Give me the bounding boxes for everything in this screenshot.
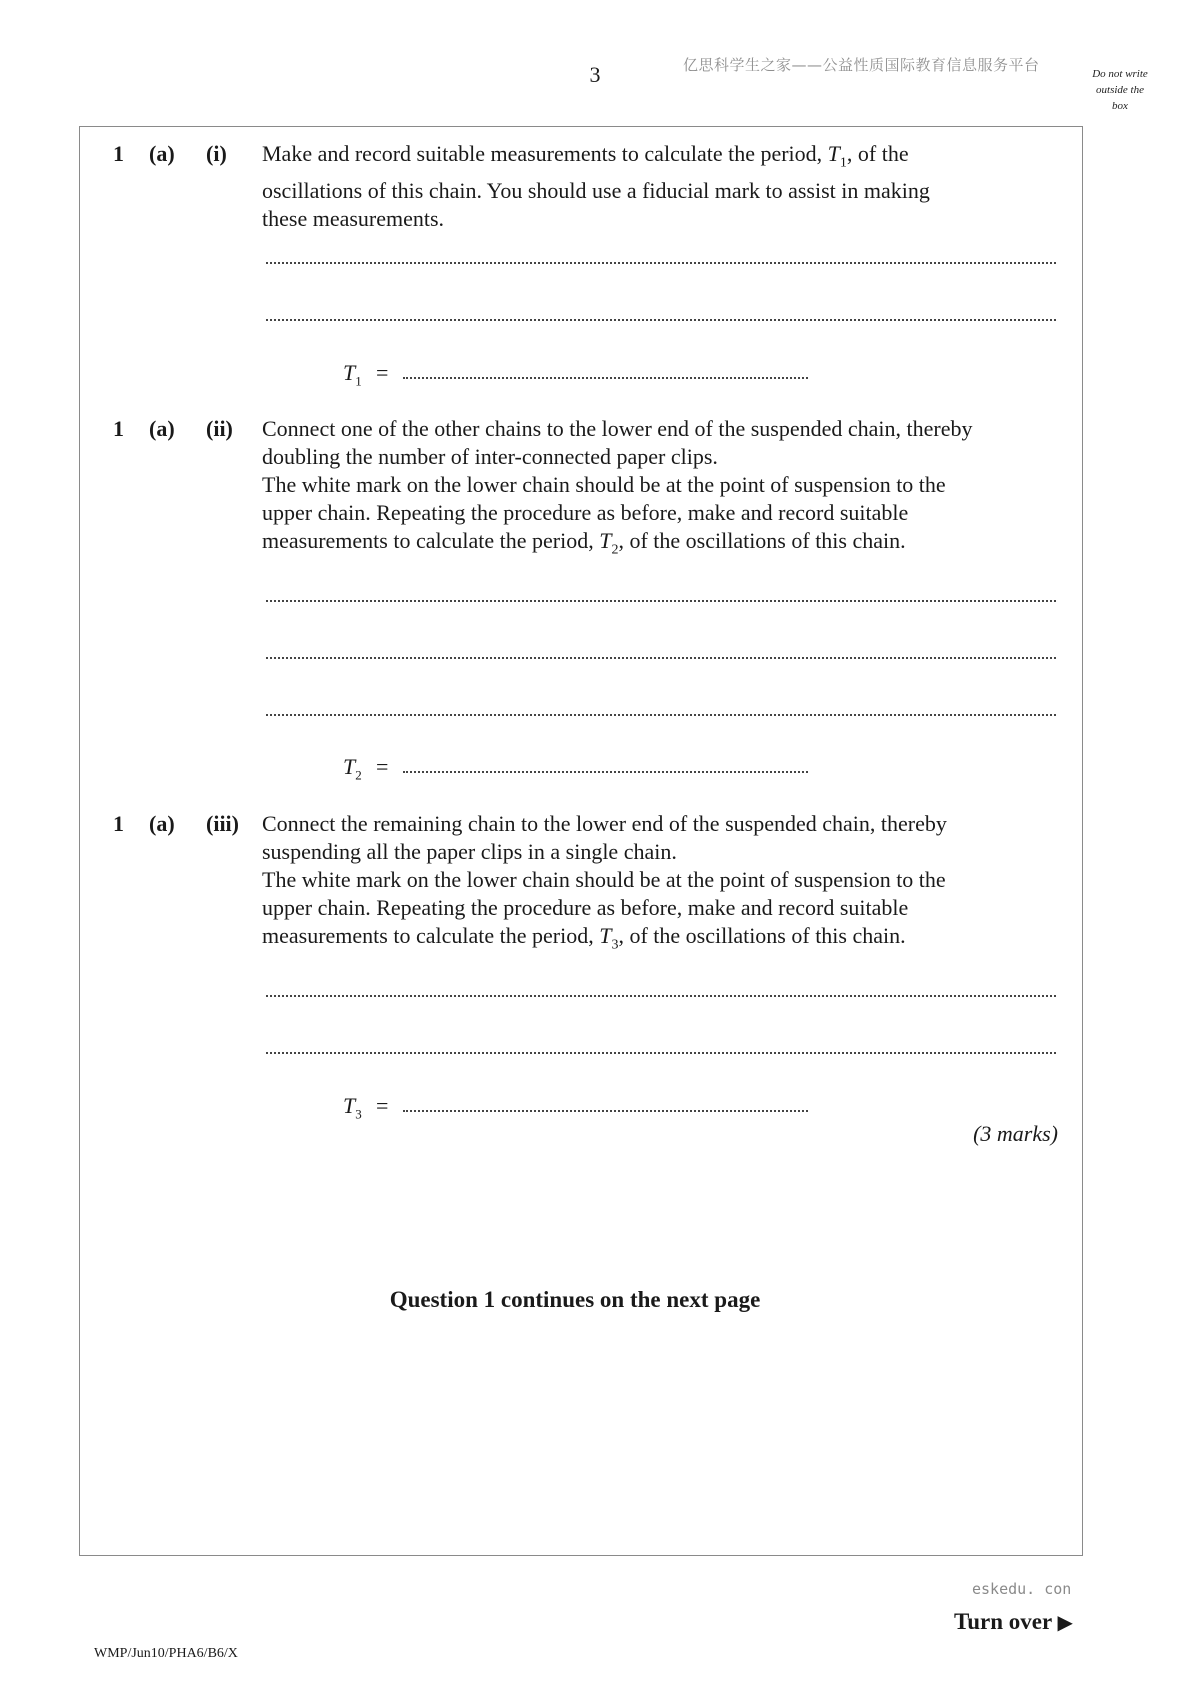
answer-line[interactable]	[266, 995, 1056, 997]
turn-over	[954, 1609, 1073, 1635]
turn-over-label: Turn over	[954, 1609, 1052, 1634]
margin-note	[1080, 66, 1160, 114]
question-part: (a)	[149, 141, 175, 166]
question-subpart: (iii)	[206, 811, 239, 836]
result-answer-line[interactable]	[403, 377, 808, 379]
answer-line[interactable]	[266, 319, 1056, 321]
answer-line[interactable]	[266, 1052, 1056, 1054]
result-label: $T_3$	[343, 1093, 362, 1122]
question-text-line: suspending all the paper clips in a single chain.	[262, 839, 677, 864]
marks-label: (3 marks)	[973, 1121, 1058, 1146]
question-subpart: (ii)	[206, 416, 233, 441]
question-text-line: these measurements.	[262, 206, 445, 232]
question-text	[262, 810, 1062, 959]
equals-sign: =	[376, 360, 389, 385]
result-answer-line[interactable]	[403, 1110, 808, 1112]
question-text-line: doubling the number of inter-connected paper clips.	[262, 444, 718, 469]
question-number: 1	[113, 416, 124, 441]
question-text-line: upper chain. Repeating the procedure as before, make and record suitable	[262, 500, 909, 525]
question-text-line: measurements to calculate the period, $T_3$, of the oscillations of this chain.	[262, 923, 906, 953]
margin-note-line: Do not write	[1092, 68, 1148, 80]
result-label: $T_2$	[343, 754, 362, 783]
play-arrow-icon: ▶	[1057, 1612, 1073, 1634]
answer-line[interactable]	[266, 657, 1056, 659]
question-text-line: Connect one of the other chains to the lower end of the suspended chain, thereby	[262, 416, 973, 441]
question-text-line: Make and record suitable measurements to calculate the period, $T_1$, of the	[262, 141, 909, 171]
page-number: 3	[589, 62, 601, 87]
paper-code: WMP/Jun10/PHA6/B6/X	[94, 1646, 238, 1661]
margin-note-line: outside the	[1096, 84, 1144, 96]
margin-note-line: box	[1112, 100, 1128, 112]
question-text	[262, 415, 1062, 564]
question-number: 1	[113, 141, 124, 166]
result-answer-line[interactable]	[403, 771, 808, 773]
continues-note: Question 1 continues on the next page	[389, 1287, 761, 1312]
result-label: $T_1$	[343, 360, 362, 389]
question-text-line: oscillations of this chain. You should use a fiducial mark to assist in making	[262, 178, 930, 204]
question-text-line: measurements to calculate the period, $T_2$, of the oscillations of this chain.	[262, 528, 906, 558]
question-text	[262, 140, 1062, 233]
watermark-top: 亿思科学生之家——公益性质国际教育信息服务平台	[683, 56, 1040, 74]
question-part: (a)	[149, 416, 175, 441]
question-subpart: (i)	[206, 141, 227, 166]
equals-sign: =	[376, 1093, 389, 1118]
equals-sign: =	[376, 754, 389, 779]
question-text-line: upper chain. Repeating the procedure as before, make and record suitable	[262, 895, 909, 920]
answer-line[interactable]	[266, 714, 1056, 716]
answer-line[interactable]	[266, 600, 1056, 602]
watermark-bottom: eskedu. con	[972, 1580, 1072, 1598]
question-number: 1	[113, 811, 124, 836]
question-text-line: Connect the remaining chain to the lower end of the suspended chain, thereby	[262, 811, 947, 836]
question-text-line: The white mark on the lower chain should be at the point of suspension to the	[262, 472, 946, 497]
question-text-line: The white mark on the lower chain should be at the point of suspension to the	[262, 867, 946, 892]
question-part: (a)	[149, 811, 175, 836]
answer-line[interactable]	[266, 262, 1056, 264]
